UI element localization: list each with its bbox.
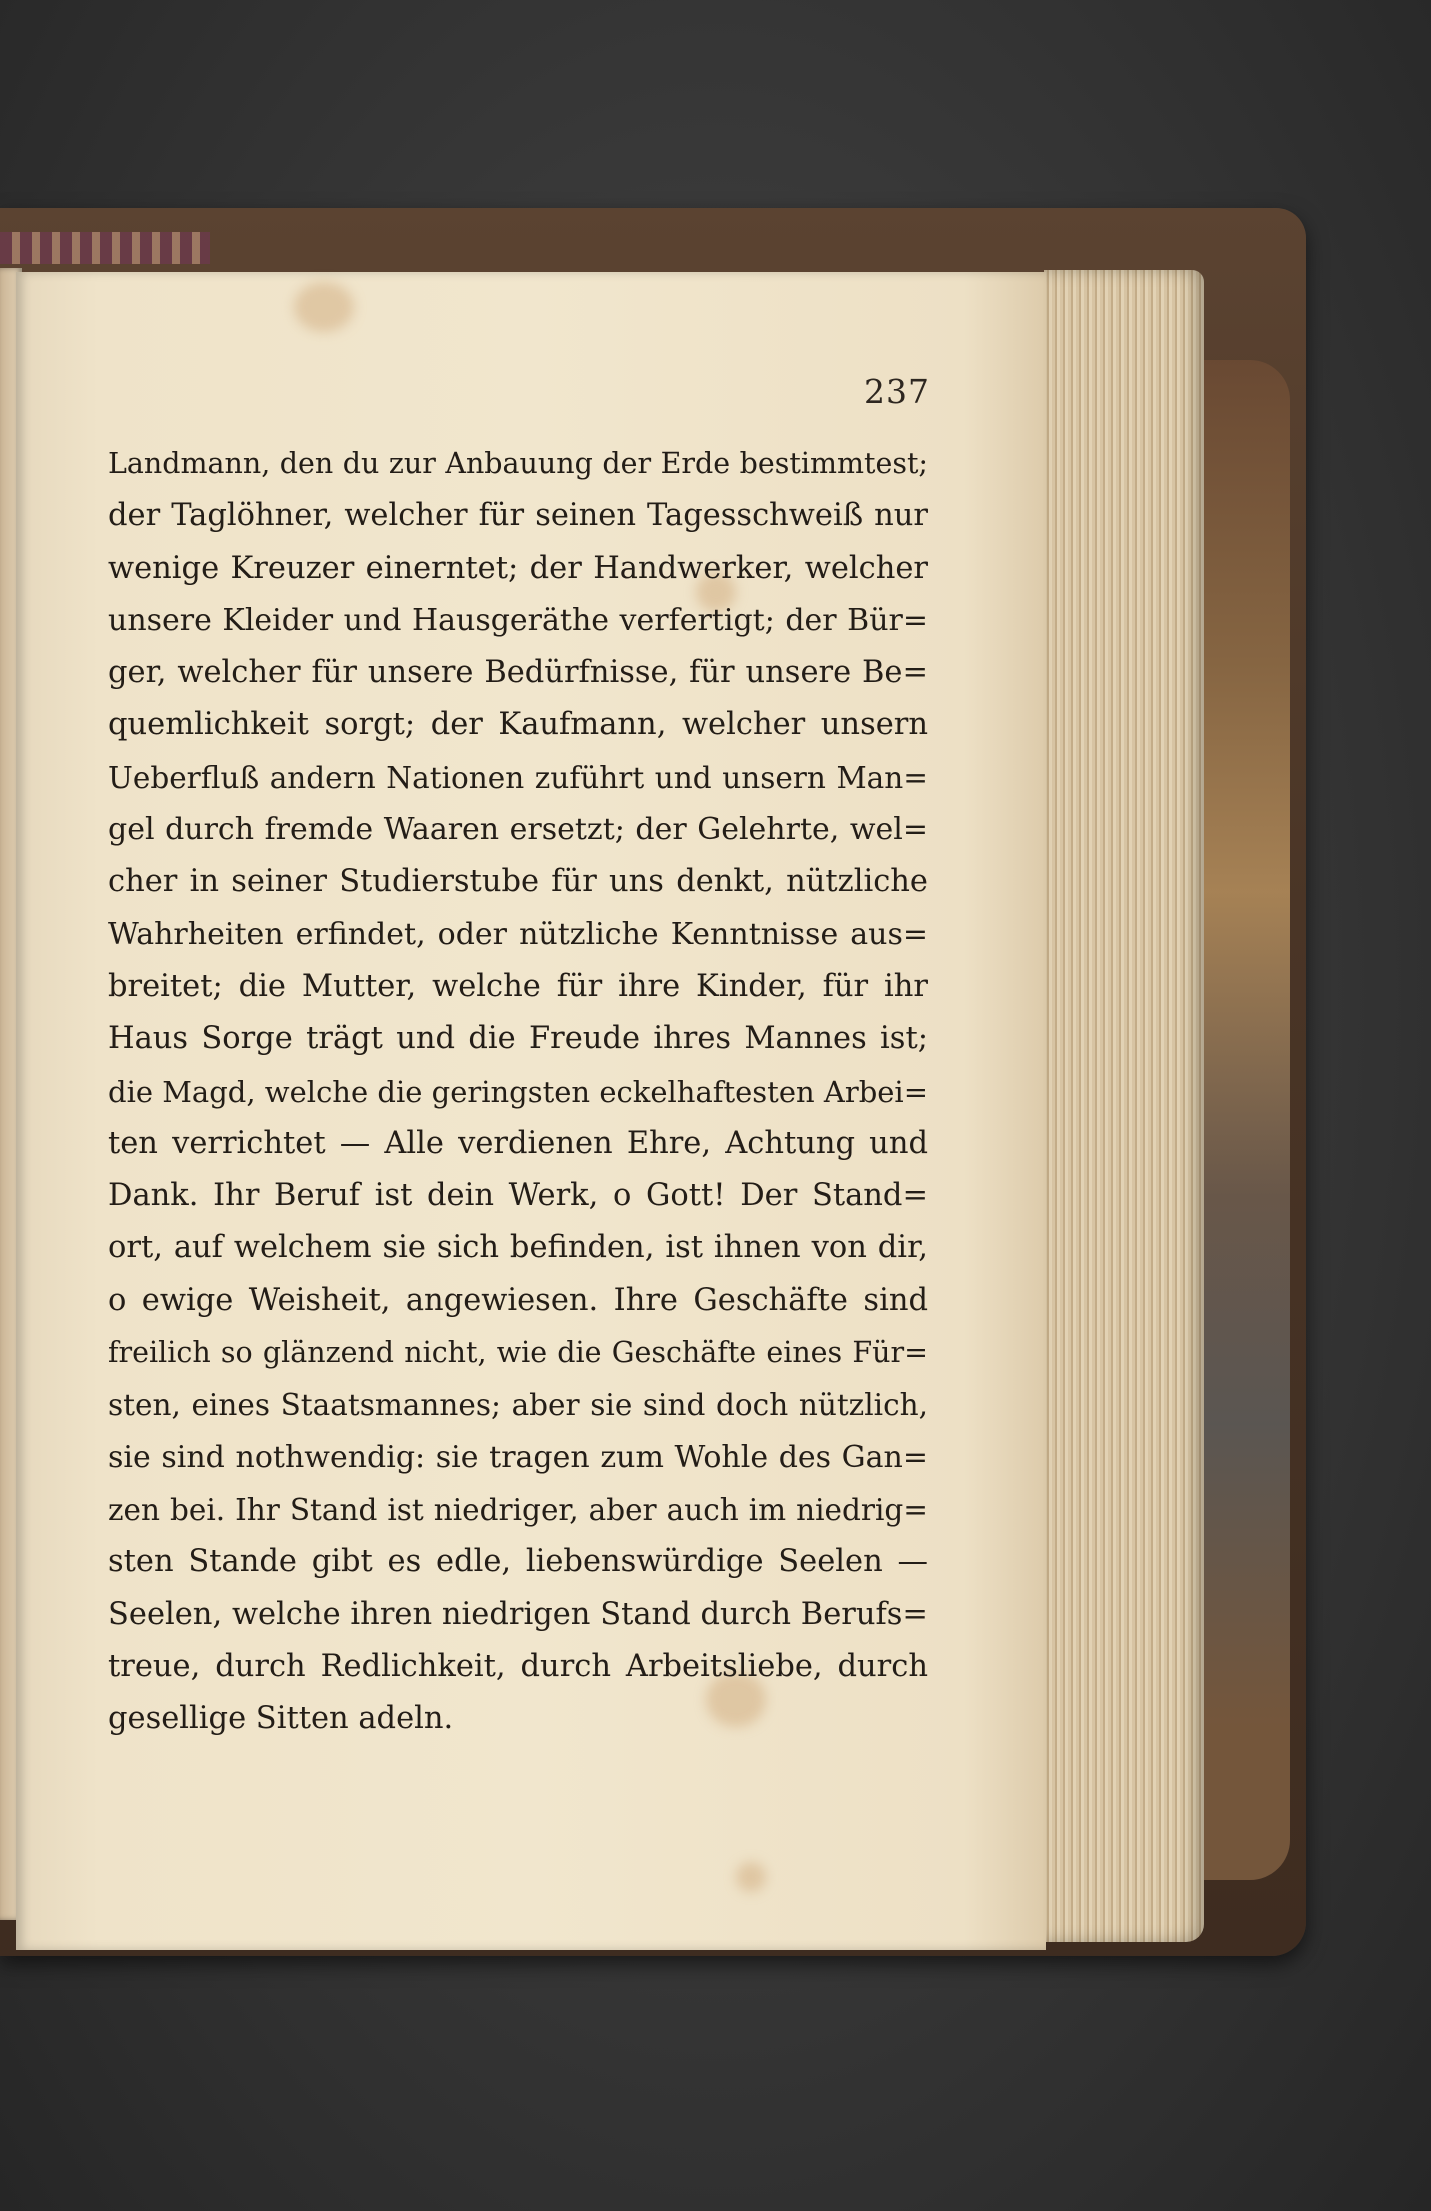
- text-line: zen bei. Ihr Stand ist niedriger, aber auch im niedrig=: [108, 1492, 928, 1527]
- text-line: unsere Kleider und Hausgeräthe verfertigt; der Bür=: [108, 602, 928, 638]
- text-line: breitet; die Mutter, welche für ihre Kinder, für ihr: [108, 968, 928, 1004]
- text-line: Dank. Ihr Beruf ist dein Werk, o Gott! Der Stand=: [108, 1178, 928, 1214]
- page-number: 237: [864, 372, 930, 411]
- text-line: o ewige Weisheit, angewiesen. Ihre Geschäfte sind: [108, 1282, 928, 1318]
- text-line: ger, welcher für unsere Bedürfnisse, für unsere Be=: [108, 655, 928, 691]
- text-line: ten verrichtet — Alle verdienen Ehre, Achtung und: [108, 1125, 928, 1161]
- body-text: [108, 438, 928, 1745]
- text-line: freilich so glänzend nicht, wie die Geschäfte eines Für=: [108, 1336, 928, 1370]
- text-line: Ueberfluß andern Nationen zuführt und unsern Man=: [108, 760, 928, 795]
- text-line: wenige Kreuzer einerntet; der Handwerker, welcher: [108, 550, 928, 586]
- text-line: cher in seiner Studierstube für uns denkt, nützliche: [108, 864, 928, 900]
- foxing-spot: [736, 1862, 766, 1892]
- text-line: quemlichkeit sorgt; der Kaufmann, welcher unsern: [108, 707, 928, 743]
- text-line: sten Stande gibt es edle, liebenswürdige Seelen —: [108, 1544, 928, 1580]
- text-line: Seelen, welche ihren niedrigen Stand durch Berufs=: [108, 1596, 928, 1632]
- text-line: Landmann, den du zur Anbauung der Erde bestimmtest;: [108, 447, 928, 480]
- text-line: ort, auf welchem sie sich befinden, ist ihnen von dir,: [108, 1230, 928, 1266]
- text-line: Wahrheiten erfindet, oder nützliche Kenntnisse aus=: [108, 916, 928, 952]
- text-line: der Taglöhner, welcher für seinen Tagesschweiß nur: [108, 498, 928, 534]
- text-line: sten, eines Staatsmannes; aber sie sind doch nützlich,: [108, 1388, 928, 1423]
- text-line: gel durch fremde Waaren ersetzt; der Gelehrte, wel=: [108, 812, 928, 848]
- book-spine-edge: [0, 232, 210, 264]
- text-line: treue, durch Redlichkeit, durch Arbeitsliebe, durch: [108, 1648, 928, 1684]
- page-edges: [1044, 270, 1204, 1942]
- text-line: gesellige Sitten adeln.: [108, 1701, 454, 1737]
- text-line: die Magd, welche die geringsten eckelhaftesten Arbei=: [108, 1074, 928, 1109]
- text-line: Haus Sorge trägt und die Freude ihres Mannes ist;: [108, 1021, 928, 1057]
- text-line: sie sind nothwendig: sie tragen zum Wohle des Gan=: [108, 1439, 928, 1475]
- foxing-spot: [294, 282, 354, 332]
